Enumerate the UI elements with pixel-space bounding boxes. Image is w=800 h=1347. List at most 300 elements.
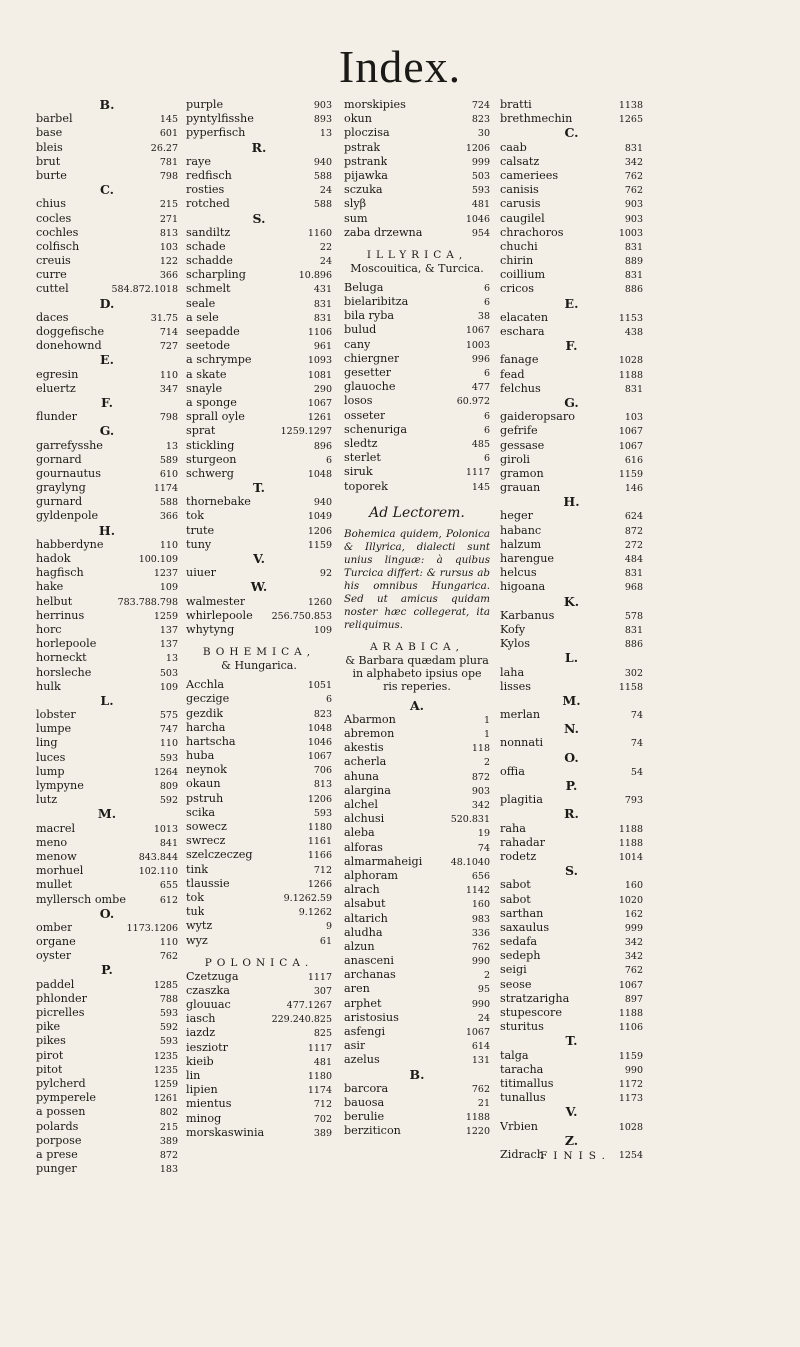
entry-page-refs: 1160 [307, 227, 332, 239]
entry-page-refs: 162 [624, 908, 643, 920]
index-entry [500, 552, 643, 566]
entry-term: hadok [36, 552, 71, 565]
index-entry [36, 779, 178, 793]
index-entry [344, 380, 490, 394]
entry-page-refs: 624 [624, 511, 643, 523]
entry-page-refs: 999 [471, 156, 490, 168]
entry-term: alchel [344, 798, 378, 811]
entry-page-refs: 1081 [307, 369, 332, 381]
entry-page-refs: 103 [624, 412, 643, 424]
entry-term: saxaulus [500, 920, 550, 934]
entry-term: luces [36, 750, 66, 764]
entry-term: brut [36, 154, 61, 168]
index-entry [186, 970, 332, 984]
entry-term: huba [186, 749, 215, 763]
index-entry [186, 1069, 332, 1083]
entry-page-refs: 109 [313, 624, 332, 636]
entry-term: gyldenpole [36, 509, 99, 523]
index-entry [186, 268, 332, 282]
entry-page-refs: 825 [313, 1028, 332, 1040]
entry-page-refs: 843.844 [138, 851, 178, 863]
entry-term: polards [36, 1119, 79, 1133]
entry-page-refs: 484 [624, 554, 643, 565]
entry-page-refs: 1220 [465, 1126, 490, 1138]
entry-page-refs: 1014 [618, 851, 643, 863]
index-entry [186, 112, 332, 126]
entry-page-refs: 485 [471, 438, 490, 450]
index-entry [186, 183, 332, 197]
entry-term: seigi [500, 963, 527, 977]
index-entry [186, 919, 332, 933]
index-entry [36, 935, 178, 949]
index-entry [500, 353, 643, 367]
index-entry [36, 1105, 178, 1119]
entry-page-refs: 1106 [307, 327, 332, 338]
entry-page-refs: 1067 [465, 325, 490, 337]
section-letter: K. [563, 593, 580, 609]
index-entry [186, 848, 332, 862]
entry-term: cricos [500, 282, 534, 296]
index-entry [344, 855, 490, 869]
entry-term: lumpe [36, 722, 72, 736]
entry-page-refs: 503 [159, 667, 178, 679]
entry-term: stickling [186, 438, 235, 452]
entry-term: meno [36, 835, 68, 849]
index-entry [186, 197, 332, 211]
entry-term: zaba drzewna [344, 225, 423, 239]
entry-term: canisis [500, 183, 539, 197]
index-entry [36, 736, 178, 750]
index-entry [500, 538, 643, 552]
index-entry [36, 609, 178, 623]
entry-page-refs: 724 [471, 100, 490, 111]
index-entry [36, 850, 178, 864]
entry-page-refs: 1264 [153, 766, 178, 778]
entry-term: bulud [344, 323, 377, 337]
index-entry [36, 1134, 178, 1148]
entry-page-refs: 1093 [307, 355, 332, 367]
index-entry [500, 368, 643, 382]
section-letter: M. [97, 806, 117, 822]
entry-page-refs: 1028 [618, 355, 643, 367]
entry-page-refs: 584.872.1018 [111, 284, 178, 296]
entry-page-refs: 616 [624, 454, 643, 466]
entry-page-refs: 1 [483, 729, 490, 741]
index-entry [344, 338, 490, 352]
entry-term: iesziotr [186, 1040, 228, 1054]
entry-term: aren [344, 982, 370, 996]
entry-term: pylcherd [36, 1076, 86, 1090]
entry-term: a prese [36, 1147, 78, 1161]
entry-page-refs: 1166 [307, 850, 332, 862]
index-entry [186, 1041, 332, 1055]
index-entry [344, 394, 490, 408]
section-letter: M. [562, 692, 581, 708]
section-letter: E. [564, 295, 579, 311]
index-entry [344, 309, 490, 323]
index-entry [186, 905, 332, 919]
index-entry [344, 1053, 490, 1067]
index-entry [344, 451, 490, 465]
index-entry [344, 112, 490, 126]
entry-page-refs: 1048 [307, 722, 332, 734]
index-entry [36, 765, 178, 779]
index-entry [500, 907, 643, 921]
entry-page-refs: 160 [471, 899, 490, 911]
entry-term: offia [500, 764, 525, 778]
entry-page-refs: 1259 [153, 610, 178, 622]
entry-term: a sele [186, 310, 219, 324]
entry-page-refs: 438 [624, 327, 643, 338]
entry-term: stupescore [500, 1006, 562, 1019]
index-entry [36, 751, 178, 765]
entry-term: chirin [500, 254, 534, 268]
entry-term: raha [500, 821, 526, 835]
entry-term: Zidrach [500, 1147, 545, 1161]
index-entry [36, 1148, 178, 1162]
index-entry [344, 812, 490, 826]
entry-term: tlaussie [186, 876, 230, 890]
entry-term: sowecz [186, 820, 227, 833]
entry-term: bila ryba [344, 309, 395, 323]
entry-page-refs: 712 [313, 864, 332, 876]
index-entry [186, 509, 332, 523]
entry-page-refs: 889 [624, 256, 643, 268]
entry-term: a possen [36, 1105, 86, 1119]
index-entry [344, 281, 490, 295]
entry-term: Vrbien [500, 1119, 538, 1133]
section-letter: O. [564, 749, 579, 765]
entry-page-refs: 1067 [618, 979, 643, 991]
entry-page-refs: 229.240.825 [271, 1014, 332, 1026]
entry-page-refs: 1106 [618, 1022, 643, 1034]
entry-term: lump [36, 764, 65, 778]
entry-term: elacaten [500, 310, 549, 324]
entry-page-refs: 656 [471, 870, 490, 882]
entry-term: aristosius [344, 1010, 399, 1024]
entry-term: redfisch [186, 168, 232, 182]
entry-term: chiergner [344, 351, 400, 365]
index-entry [344, 897, 490, 911]
index-entry [500, 850, 643, 864]
entry-term: gornard [36, 452, 82, 466]
entry-page-refs: 831 [624, 241, 643, 253]
entry-term: almarmaheigi [344, 854, 423, 868]
entry-page-refs: 961 [313, 341, 332, 353]
index-entry [500, 992, 643, 1006]
entry-page-refs: 1180 [307, 1071, 332, 1082]
index-entry [500, 1063, 643, 1077]
index-entry [186, 495, 332, 509]
entry-term: oyster [36, 949, 72, 963]
index-entry [36, 1120, 178, 1134]
entry-term: seepadde [186, 325, 240, 338]
index-entry [36, 921, 178, 935]
entry-page-refs: 1173.1206 [126, 922, 178, 934]
index-entry [36, 1034, 178, 1048]
index-entry [500, 98, 643, 112]
entry-term: picrelles [36, 1006, 85, 1019]
index-entry [186, 538, 332, 552]
section-letter: S. [565, 863, 578, 879]
entry-page-refs: 110 [159, 539, 178, 551]
entry-term: toporek [344, 479, 388, 493]
entry-term: garrefysshe [36, 438, 103, 452]
entry-term: lisses [500, 679, 532, 693]
entry-term: horsleche [36, 665, 92, 679]
entry-page-refs: 872 [471, 771, 490, 783]
index-entry [186, 1083, 332, 1097]
index-entry [186, 126, 332, 140]
entry-term: gramon [500, 466, 544, 480]
section-letter: V. [253, 551, 265, 566]
entry-term: gesetter [344, 366, 392, 379]
language-heading: ARABICA, [370, 640, 464, 653]
index-entry [500, 836, 643, 850]
entry-page-refs: 1117 [307, 971, 332, 983]
entry-page-refs: 831 [624, 568, 643, 580]
index-entry [344, 727, 490, 741]
entry-page-refs: 38 [477, 311, 490, 323]
index-entry [186, 749, 332, 763]
entry-term: sturgeon [186, 452, 237, 466]
entry-page-refs: 366 [159, 511, 178, 523]
entry-page-refs: 1285 [153, 979, 178, 991]
entry-term: whirlepoole [186, 608, 253, 622]
index-entry [36, 155, 178, 169]
index-entry [186, 297, 332, 311]
entry-term: taracha [500, 1062, 544, 1076]
index-entry [36, 439, 178, 453]
index-entry [344, 437, 490, 451]
entry-page-refs: 271 [159, 213, 178, 225]
entry-term: szelczeczeg [186, 848, 253, 862]
entry-page-refs: 831 [313, 298, 332, 310]
section-letter: R. [564, 806, 579, 822]
entry-term: sarthan [500, 906, 544, 920]
entry-page-refs: 31.75 [150, 312, 178, 324]
entry-term: alchusi [344, 812, 385, 826]
entry-term: gezdik [186, 706, 224, 720]
entry-page-refs: 1003 [465, 339, 490, 351]
index-entry [500, 623, 643, 637]
entry-term: alzun [344, 939, 375, 953]
entry-page-refs: 118 [471, 743, 490, 755]
entry-page-refs: 1188 [618, 837, 643, 849]
index-entry [344, 926, 490, 940]
entry-term: cuttel [36, 282, 69, 296]
entry-term: walmester [186, 594, 246, 608]
index-entry [186, 834, 332, 848]
entry-term: kieib [186, 1054, 214, 1068]
entry-term: caugilel [500, 211, 545, 225]
entry-term: horneckt [36, 651, 87, 665]
entry-term: porpose [36, 1133, 82, 1147]
entry-page-refs: 1138 [618, 100, 643, 111]
index-entry [186, 566, 332, 580]
entry-term: Abarmon [344, 712, 396, 726]
entry-page-refs: 1049 [307, 511, 332, 523]
entry-page-refs: 575 [159, 710, 178, 722]
entry-term: horlepoole [36, 637, 97, 651]
entry-term: acherla [344, 755, 387, 769]
index-entry [36, 254, 178, 268]
section-letter: H. [563, 494, 580, 510]
index-entry [500, 509, 643, 523]
index-entry [500, 935, 643, 949]
index-entry [36, 666, 178, 680]
section-letter: R. [251, 139, 267, 155]
entry-page-refs: 1003 [618, 227, 643, 239]
index-entry [186, 877, 332, 891]
entry-page-refs: 347 [159, 383, 178, 395]
section-letter: T. [565, 1033, 578, 1049]
entry-term: alargina [344, 783, 391, 797]
entry-term: flunder [36, 410, 78, 424]
index-entry [344, 212, 490, 226]
index-entry [500, 439, 643, 453]
entry-page-refs: 342 [624, 937, 643, 949]
entry-page-refs: 1266 [307, 878, 332, 890]
entry-page-refs: 30 [477, 128, 490, 140]
entry-page-refs: 110 [159, 937, 178, 949]
index-entry [36, 282, 178, 296]
index-entry [186, 777, 332, 791]
entry-page-refs: 24 [319, 185, 332, 197]
entry-term: burte [36, 168, 67, 182]
entry-term: wytz [186, 919, 213, 933]
entry-page-refs: 9.1262.59 [283, 892, 332, 904]
entry-term: azelus [344, 1053, 380, 1067]
index-entry [36, 368, 178, 382]
entry-page-refs: 589 [159, 454, 178, 466]
index-entry [344, 295, 490, 309]
entry-page-refs: 872 [624, 525, 643, 537]
entry-term: helcus [500, 566, 537, 580]
entry-term: whytyng [186, 622, 235, 636]
index-entry [36, 1091, 178, 1105]
entry-page-refs: 714 [159, 327, 178, 338]
index-entry [500, 410, 643, 424]
entry-page-refs: 954 [471, 227, 490, 239]
entry-page-refs: 813 [313, 779, 332, 791]
entry-term: lutz [36, 793, 58, 807]
entry-term: swrecz [186, 834, 226, 848]
entry-term: donehownd [36, 339, 102, 353]
index-entry [36, 311, 178, 325]
entry-page-refs: 54 [630, 766, 643, 778]
index-entry [500, 1077, 643, 1091]
entry-page-refs: 74 [630, 738, 643, 750]
entry-page-refs: 788 [159, 993, 178, 1005]
index-entry [500, 226, 643, 240]
index-entry [186, 1055, 332, 1069]
index-entry [186, 467, 332, 481]
entry-term: eluertz [36, 381, 76, 395]
index-entry [344, 126, 490, 140]
entry-term: curre [36, 268, 67, 282]
index-entry [500, 765, 643, 779]
index-entry [36, 722, 178, 736]
index-column-4 [500, 98, 643, 1162]
entry-term: seetode [186, 339, 230, 353]
entry-term: sum [344, 211, 368, 225]
entry-term: tunallus [500, 1091, 546, 1105]
entry-page-refs: 109 [159, 681, 178, 693]
entry-page-refs: 24 [477, 1012, 490, 1024]
entry-page-refs: 601 [159, 128, 178, 140]
entry-term: scika [186, 805, 216, 819]
entry-page-refs: 1117 [307, 1042, 332, 1054]
entry-term: gournautus [36, 466, 101, 480]
entry-term: geczige [186, 692, 230, 706]
entry-page-refs: 592 [159, 1022, 178, 1034]
index-entry [500, 666, 643, 680]
entry-page-refs: 122 [159, 256, 178, 268]
entry-term: trute [186, 523, 215, 537]
index-entry [36, 240, 178, 254]
entry-page-refs: 793 [624, 795, 643, 807]
page-title: Index. [338, 41, 462, 92]
index-entry [186, 1026, 332, 1040]
entry-term: seale [186, 296, 216, 310]
entry-term: lipien [186, 1083, 218, 1097]
entry-term: alsabut [344, 897, 386, 911]
index-entry [500, 382, 643, 396]
index-entry [36, 978, 178, 992]
entry-page-refs: 22 [319, 241, 332, 253]
entry-term: Karbanus [500, 608, 555, 622]
section-letter: P. [565, 778, 578, 793]
index-entry [36, 793, 178, 807]
index-entry [344, 912, 490, 926]
entry-page-refs: 307 [313, 985, 332, 997]
index-entry [500, 878, 643, 892]
entry-page-refs: 1235 [153, 1050, 178, 1062]
index-entry [186, 1112, 332, 1126]
index-entry [36, 169, 178, 183]
entry-page-refs: 593 [313, 807, 332, 819]
entry-page-refs: 74 [630, 710, 643, 722]
entry-term: alforas [344, 840, 383, 854]
entry-term: thornebake [186, 495, 251, 509]
index-entry [186, 254, 332, 268]
entry-term: purple [186, 98, 224, 111]
entry-term: doggefische [36, 325, 105, 338]
section-letter: A. [409, 697, 425, 713]
finis-mark: FINIS. [540, 1150, 611, 1162]
entry-term: cochles [36, 225, 79, 239]
entry-term: a sponge [186, 395, 237, 409]
entry-term: hagfisch [36, 566, 84, 580]
index-entry [36, 822, 178, 836]
entry-page-refs: 809 [159, 781, 178, 792]
entry-page-refs: 903 [624, 213, 643, 225]
index-entry [344, 1039, 490, 1053]
entry-page-refs: 781 [159, 156, 178, 168]
index-entry [344, 798, 490, 812]
preface-text: Bohemica quidem, Polonica & Illyrica, dialecti sunt unius linguæ: à quibus Turcica differt: & rursus ab his omnibus Hungarica. Sed ut amicus quidam noster hæc collegerat, ita reliquimus. [344, 527, 490, 631]
entry-page-refs: 1172 [618, 1078, 643, 1090]
entry-page-refs: 747 [159, 724, 178, 736]
entry-term: harcha [186, 720, 226, 734]
index-entry [186, 609, 332, 623]
index-entry [186, 169, 332, 183]
entry-term: iazdz [186, 1026, 216, 1040]
entry-page-refs: 588 [159, 497, 178, 509]
entry-page-refs: 940 [313, 156, 332, 168]
entry-term: sprall oyle [186, 410, 245, 424]
